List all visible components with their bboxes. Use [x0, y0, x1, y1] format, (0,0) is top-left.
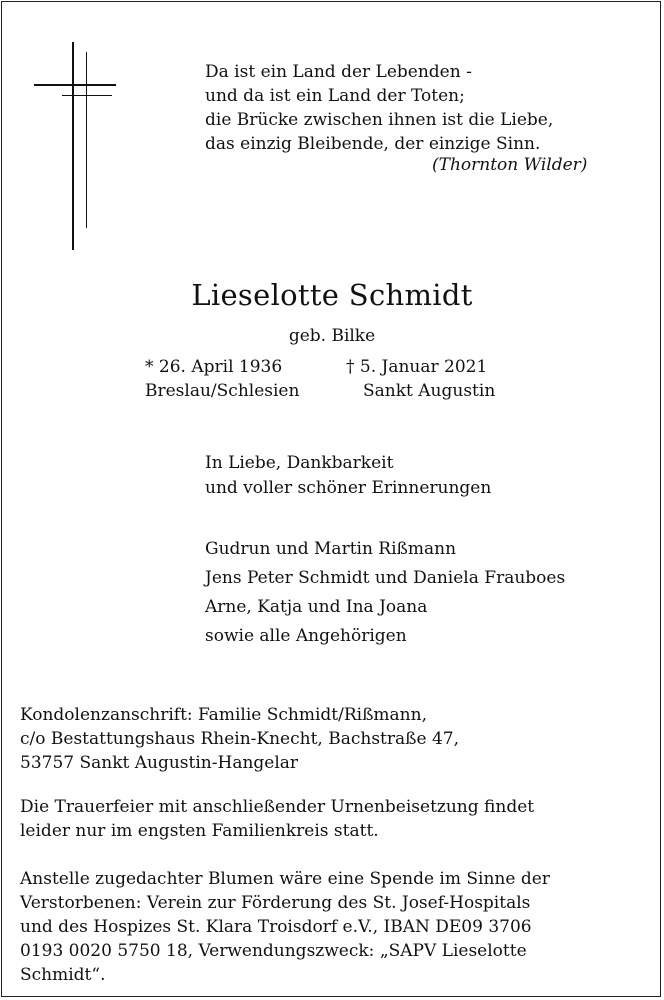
donation-line: Verstorbenen: Verein zur Förderung des St. Josef-Hospitals: [20, 893, 531, 913]
quote-line: die Brücke zwischen ihnen ist die Liebe,: [205, 110, 554, 130]
condolence-address: [20, 703, 459, 775]
birth-place: Breslau/Schlesien: [145, 381, 300, 401]
quote-author: (Thornton Wilder): [432, 155, 588, 175]
donation-line: Schmidt“.: [20, 965, 106, 985]
death-info: [346, 355, 495, 403]
mourners-list: [205, 535, 565, 651]
funeral-line: Die Trauerfeier mit anschließender Urnenbeisetzung findet: [20, 797, 535, 817]
deceased-name: Lieselotte Schmidt: [191, 278, 473, 312]
condolence-line: c/o Bestattungshaus Rhein-Knecht, Bachstraße 47,: [20, 729, 459, 749]
memorial-quote: [205, 60, 553, 156]
funeral-line: leider nur im engsten Familienkreis statt.: [20, 821, 379, 841]
mourner-item: Arne, Katja und Ina Joana: [205, 597, 428, 617]
tribute-text: [205, 451, 491, 501]
quote-line: das einzig Bleibende, der einzige Sinn.: [205, 134, 541, 154]
mourner-item: Jens Peter Schmidt und Daniela Frauboes: [205, 568, 566, 588]
death-place: Sankt Augustin: [363, 381, 496, 401]
mourner-item: sowie alle Angehörigen: [205, 626, 407, 646]
tribute-line: und voller schöner Erinnerungen: [205, 478, 492, 498]
tribute-line: In Liebe, Dankbarkeit: [205, 453, 394, 473]
donation-line: 0193 0020 5750 18, Verwendungszweck: „SAPV Lieselotte: [20, 941, 527, 961]
maiden-name: geb. Bilke: [288, 326, 376, 346]
quote-line: und da ist ein Land der Toten;: [205, 86, 465, 106]
birth-info: [145, 355, 299, 403]
funeral-notice: [20, 795, 534, 843]
birth-date: * 26. April 1936: [145, 357, 283, 377]
condolence-line: 53757 Sankt Augustin-Hangelar: [20, 753, 299, 773]
condolence-line: Kondolenzanschrift: Familie Schmidt/Rißmann,: [20, 705, 427, 725]
donation-notice: [20, 867, 550, 987]
donation-line: Anstelle zugedachter Blumen wäre eine Spende im Sinne der: [20, 869, 550, 889]
death-date: † 5. Januar 2021: [346, 357, 488, 377]
mourner-item: Gudrun und Martin Rißmann: [205, 539, 457, 559]
donation-line: und des Hospizes St. Klara Troisdorf e.V., IBAN DE09 3706: [20, 917, 532, 937]
quote-line: Da ist ein Land der Lebenden -: [205, 62, 472, 82]
